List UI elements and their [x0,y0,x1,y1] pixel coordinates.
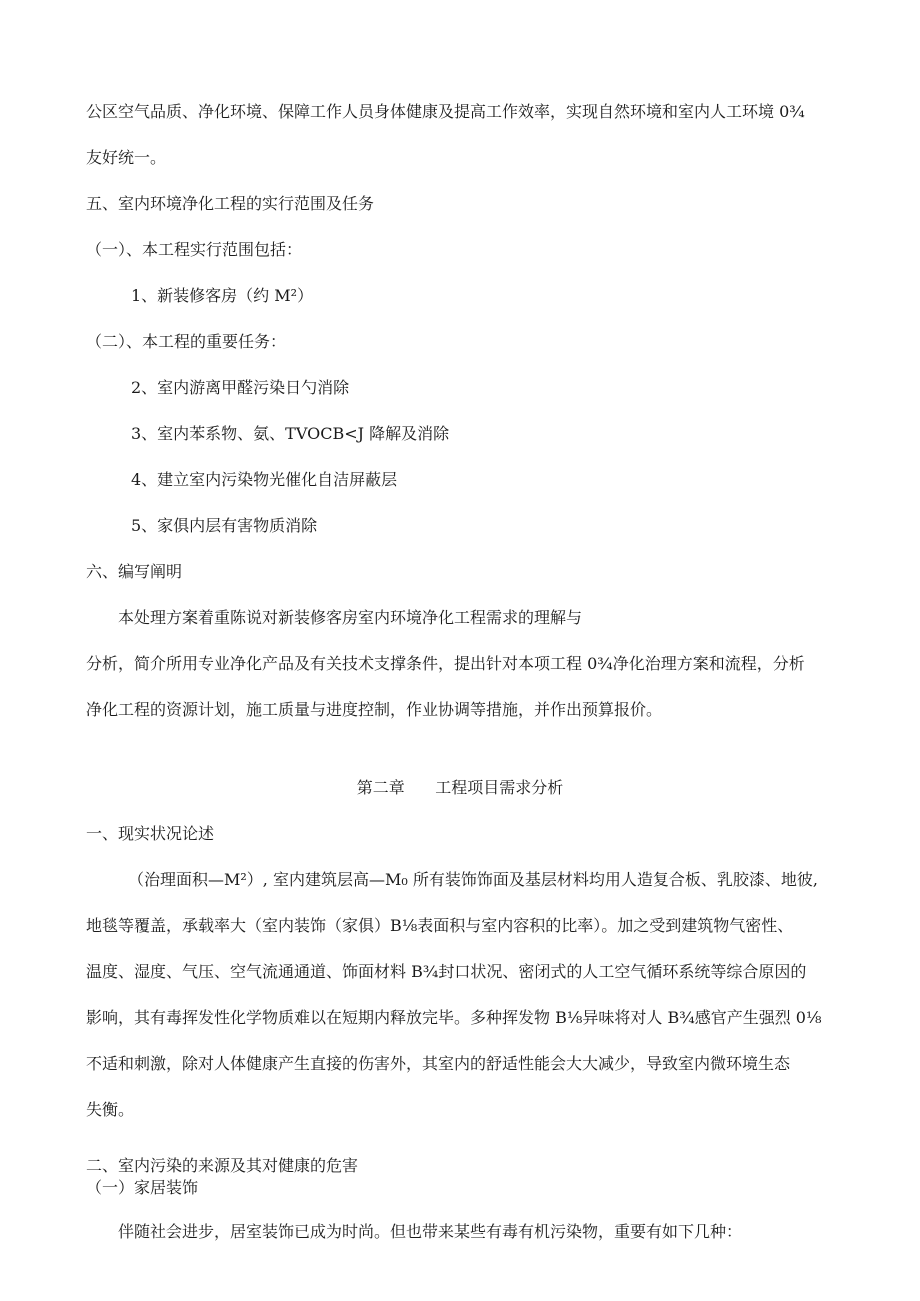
task-item-5: 5、家俱内层有害物质消除 [131,516,318,535]
task-item-4: 4、建立室内污染物光催化自洁屏蔽层 [131,470,398,489]
section-1-line-1: （治理面积—M²）, 室内建筑层高—M₀ 所有装饰饰面及基层材料均用人造复合板、乳胶漆、地彼, [128,870,818,889]
subsection-heading-2: （二）、本工程的重要任务： [86,332,287,351]
paragraph-intro-line-1: 公区空气品质、净化环境、保障工作人员身体健康及提高工作效率，实现自然环境和室内人工环境 0¾ [86,102,805,121]
section-2-line-1: 伴随社会进步，居室装饰已成为时尚。但也带来某些有毒有机污染物，重要有如下几种： [118,1222,743,1241]
subsection-heading-1: （一）、本工程实行范围包括： [86,240,303,259]
section-1-line-2: 地毯等覆盖，承载率大（室内装饰（家俱）B⅛表面积与室内容积的比率）。加之受到建筑物气密性、 [86,916,794,935]
section-1-line-4: 影响，其有毒挥发性化学物质难以在短期内释放完毕。多种挥发物 B⅛异味将对人 B¾感官产生强烈 0⅛ [86,1008,822,1027]
chapter-title: 第二章 工程项目需求分析 [356,778,564,797]
section-heading-6: 六、编写阐明 [86,562,183,581]
scope-item-1: 1、新装修客房（约 M²） [131,286,314,305]
chapter-2-section-1-heading: 一、现实状况论述 [86,824,215,843]
paragraph-6-line-3: 净化工程的资源计划，施工质量与进度控制，作业协调等措施，并作出预算报价。 [86,700,663,719]
section-1-line-3: 温度、湿度、气压、空气流通通道、饰面材料 B¾封口状况、密闭式的人工空气循环系统等综合原因的 [86,962,807,981]
paragraph-intro-line-2: 友好统一。 [86,148,167,167]
section-heading-5: 五、室内环境净化工程的实行范围及任务 [86,194,375,213]
task-item-2: 2、室内游离甲醛污染日勺消除 [131,378,350,397]
paragraph-6-line-1: 本处理方案着重陈说对新装修客房室内环境净化工程需求的理解与 [118,608,583,627]
section-1-line-5: 不适和刺激，除对人体健康产生直接的伤害外，其室内的舒适性能会大大减少，导致室内微环境生态 [86,1054,791,1073]
task-item-3: 3、室内苯系物、氨、TVOCB<J 降解及消除 [131,424,450,443]
section-2-subheading-1: （一）家居装饰 [86,1178,199,1197]
section-1-line-6: 失衡。 [86,1100,135,1119]
paragraph-6-line-2: 分析，简介所用专业净化产品及有关技术支撑条件，提出针对本项工程 0¾净化治理方案和流程，分析 [86,654,805,673]
chapter-2-section-2-heading: 二、室内污染的来源及其对健康的危害 [86,1156,359,1175]
